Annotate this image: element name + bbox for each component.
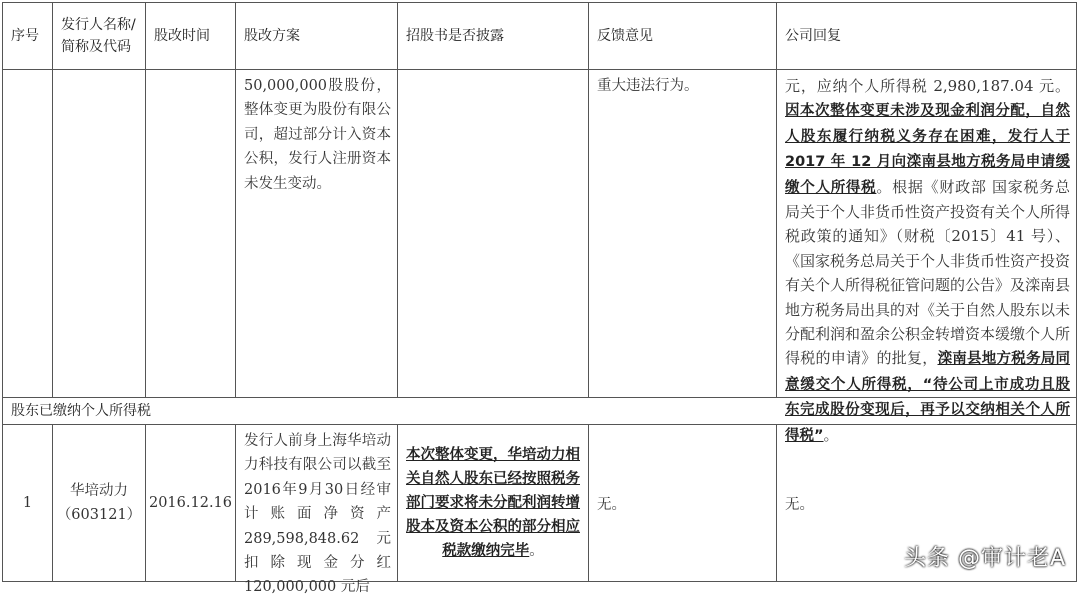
issuer-code: （603121） [56, 507, 142, 523]
cell-no [2, 69, 53, 398]
reply-seg: 。 [823, 425, 839, 444]
reply-seg: 。根据《财政部 国家税务总局关于个人非货币性资产投资有关个人所得税政策的通知》（财税〔2015〕41 号）、《国家税务总局关于个人非货币性资产投资有关个人所得税征管问题的公告》及滦南县地方税务局出具的对《关于自然人股东以未分配利润和盈余公积金转增资本缓缴个人所得税的申请》的批复， [785, 177, 1071, 368]
reply-seg-emphasis: 滦南县地方税务局同意缓交个人所得税，“待公司上市成功且股东完成股份变现后，再予以交纳相关个人所得税” [785, 351, 1070, 444]
cell-issuer [52, 69, 146, 398]
reply-seg: 元，应纳个人所得税 2,980,187.04 元。 [785, 77, 1070, 95]
cell-reply: 无。 [776, 424, 1077, 582]
header-feedback: 反馈意见 [588, 2, 777, 70]
reply-seg-emphasis: 因本次整体变更未涉及现金利润分配，自然人股东履行纳税义务存在困难，发行人于2017 年 12 月向滦南县地方税务局申请缓缴个人所得税 [785, 103, 1070, 196]
cell-feedback: 重大违法行为。 [588, 69, 777, 398]
cell-disclosure [397, 424, 589, 582]
cell-no: 1 [2, 424, 53, 582]
cell-plan: 发行人前身上海华培动力科技有限公司以截至2016年9月30日经审计账面净资产289,598,848.62 元扣除现金分红120,000,000 元后 [235, 424, 398, 582]
cell-feedback: 无。 [588, 424, 777, 582]
header-date: 股改时间 [145, 2, 236, 70]
disclosure-tail: 。 [529, 543, 544, 559]
cell-issuer [52, 424, 146, 582]
cell-disclosure [397, 69, 589, 398]
header-no: 序号 [2, 2, 53, 70]
cell-plan: 50,000,000股股份，整体变更为股份有限公司，超过部分计入资本公积，发行人注册资本未发生变动。 [235, 69, 398, 398]
watermark: 头条 @审计老A [903, 546, 1066, 571]
cell-date [145, 69, 236, 398]
header-plan: 股改方案 [235, 2, 398, 70]
cell-date: 2016.12.16 [145, 424, 236, 582]
header-issuer: 发行人名称/简称及代码 [52, 2, 146, 70]
section-title: 股东已缴纳个人所得税 [2, 397, 1077, 425]
header-disclosure: 招股书是否披露 [397, 2, 589, 70]
issuer-name: 华培动力 [70, 483, 128, 499]
disclosure-emphasis: 本次整体变更，华培动力相关自然人股东已经按照税务部门要求将未分配利润转增股本及资本公积的部分相应税款缴纳完毕 [406, 447, 580, 559]
header-reply: 公司回复 [776, 2, 1077, 70]
cell-reply [776, 69, 1077, 444]
